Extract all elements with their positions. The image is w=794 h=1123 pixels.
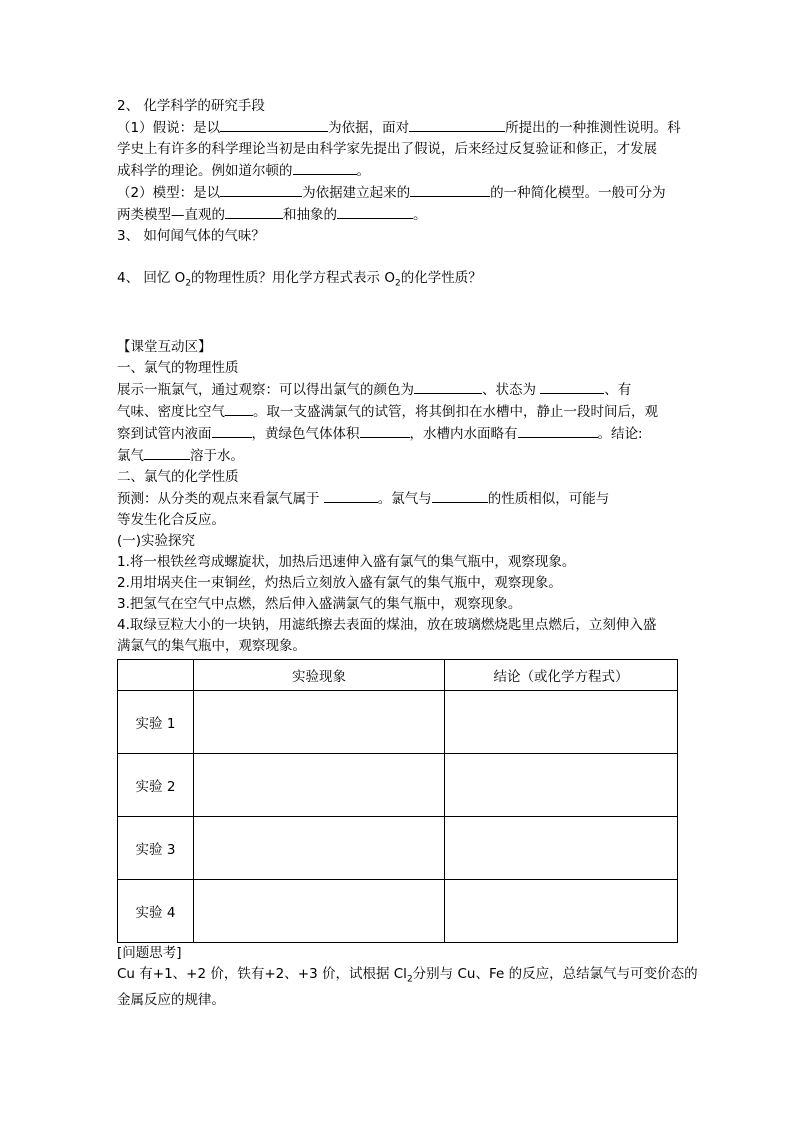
observation-cell[interactable] bbox=[194, 816, 445, 879]
table-row bbox=[118, 816, 678, 879]
text: 为依据，面对 bbox=[328, 120, 410, 136]
physical-line-3 bbox=[117, 423, 678, 445]
blank-field[interactable] bbox=[360, 423, 410, 438]
blank-field[interactable] bbox=[225, 401, 253, 416]
prediction-line-1 bbox=[117, 488, 678, 510]
blank-field[interactable] bbox=[410, 182, 490, 197]
text: 两类模型—直观的 bbox=[117, 207, 225, 223]
text: 为依据建立起来的 bbox=[302, 185, 411, 201]
blank-field[interactable] bbox=[414, 379, 482, 394]
text: 的物理性质？用化学方程式表示 O bbox=[191, 270, 395, 286]
row-label: 实验 3 bbox=[118, 816, 194, 879]
blank-field[interactable] bbox=[144, 445, 190, 460]
experiment-step-4: 4.取绿豆粒大小的一块钠，用滤纸擦去表面的煤油，放在玻璃燃烧匙里点燃后，立刻伸入盛 bbox=[117, 616, 657, 633]
table-row bbox=[118, 690, 678, 753]
text: 气味、密度比空气 bbox=[117, 403, 225, 420]
row-label: 实验 2 bbox=[118, 753, 194, 816]
text: 氯气 bbox=[117, 447, 144, 464]
text: Cu 有+1、+2 价，铁有+2、+3 价，试根据 Cl bbox=[117, 965, 407, 982]
text: 的一种简化模型。一般可分为 bbox=[490, 185, 666, 201]
section-4-title bbox=[117, 268, 678, 295]
text: 的化学性质？ bbox=[400, 270, 482, 286]
text: 和抽象的 bbox=[283, 207, 337, 223]
model-line-1 bbox=[117, 182, 678, 204]
row-label: 实验 4 bbox=[118, 879, 194, 942]
blank-field[interactable] bbox=[432, 488, 488, 503]
physical-line-2 bbox=[117, 401, 678, 423]
physical-line-1 bbox=[117, 379, 678, 401]
blank-field[interactable] bbox=[324, 488, 378, 503]
text: 。氯气与 bbox=[377, 490, 432, 507]
experiment-step-2: 2.用坩埚夹住一束铜丝，灼热后立刻放入盛有氯气的集气瓶中，观察现象。 bbox=[117, 574, 562, 591]
text: ，黄绿色气体体积 bbox=[251, 425, 360, 442]
text: 。结论: bbox=[597, 425, 643, 442]
row-label: 实验 1 bbox=[118, 690, 194, 753]
blank-field[interactable] bbox=[220, 182, 302, 197]
text: 溶于水。 bbox=[190, 447, 244, 464]
conclusion-cell[interactable] bbox=[445, 690, 678, 753]
blank-field[interactable] bbox=[220, 117, 328, 132]
subscript: 2 bbox=[185, 278, 192, 289]
text: （2）模型：是以 bbox=[117, 185, 221, 201]
text: 、状态为 bbox=[482, 381, 536, 398]
section-2-title: 2、 化学科学的研究手段 bbox=[117, 98, 265, 114]
table-row bbox=[118, 753, 678, 816]
observation-cell[interactable] bbox=[194, 690, 445, 753]
text: 预测：从分类的观点来看氯气属于 bbox=[117, 490, 320, 507]
table-header-cell: 结论（或化学方程式） bbox=[445, 659, 678, 690]
text: 4、 回忆 O bbox=[117, 270, 186, 286]
table-row bbox=[118, 879, 678, 942]
blank-field[interactable] bbox=[337, 204, 413, 219]
physical-line-4 bbox=[117, 445, 678, 467]
table-header-cell bbox=[118, 659, 194, 690]
blank-field[interactable] bbox=[540, 379, 604, 394]
text: 的性质相似，可能与 bbox=[487, 490, 610, 507]
worksheet-page bbox=[117, 96, 698, 1011]
question-line-1 bbox=[117, 964, 698, 991]
experiment-step-4-cont: 满氯气的集气瓶中，观察现象。 bbox=[117, 637, 306, 654]
hypothesis-line-3 bbox=[117, 160, 678, 182]
experiment-step-1: 1.将一根铁丝弯成螺旋状，加热后迅速伸入盛有氯气的集气瓶中，观察现象。 bbox=[117, 553, 576, 570]
interaction-heading: 【课堂互动区】 bbox=[117, 338, 212, 355]
text: ，水槽内水面略有 bbox=[409, 425, 518, 442]
conclusion-cell[interactable] bbox=[445, 816, 678, 879]
experiment-step-3: 3.把氢气在空气中点燃，然后伸入盛满氯气的集气瓶中，观察现象。 bbox=[117, 595, 522, 612]
question-line-2: 金属反应的规律。 bbox=[117, 992, 225, 1009]
blank-field[interactable] bbox=[212, 423, 252, 438]
hypothesis-line-2: 学史上有许多的科学理论当初是由科学家先提出了假说，后来经过反复验证和修正，才发展 bbox=[117, 141, 657, 157]
blank-field[interactable] bbox=[293, 160, 357, 175]
text: 察到试管内液面 bbox=[117, 425, 212, 442]
blank-field[interactable] bbox=[409, 117, 505, 132]
chemical-properties-title: 二、氯气的化学性质 bbox=[117, 468, 239, 485]
subscript: 2 bbox=[394, 278, 401, 289]
experiment-inquiry-title: (一)实验探究 bbox=[117, 532, 196, 549]
text: （1）假说：是以 bbox=[117, 120, 221, 136]
question-thinking-title: [问题思考] bbox=[117, 944, 182, 961]
text: 所提出的一种推测性说明。科 bbox=[505, 120, 681, 136]
conclusion-cell[interactable] bbox=[445, 753, 678, 816]
text: 、有 bbox=[604, 381, 632, 398]
conclusion-cell[interactable] bbox=[445, 879, 678, 942]
prediction-line-2: 等发生化合反应。 bbox=[117, 511, 225, 528]
text: 成科学的理论。例如道尔顿的 bbox=[117, 163, 293, 179]
section-3-title: 3、 如何闻气体的气味？ bbox=[117, 228, 265, 244]
model-line-2 bbox=[117, 204, 678, 226]
text: 。 bbox=[356, 163, 370, 179]
observation-cell[interactable] bbox=[194, 753, 445, 816]
text: 。 bbox=[413, 207, 427, 223]
text: 展示一瓶氯气，通过观察：可以得出氯气的颜色为 bbox=[117, 381, 414, 398]
observation-cell[interactable] bbox=[194, 879, 445, 942]
table-header-row bbox=[118, 659, 678, 690]
hypothesis-line-1 bbox=[117, 117, 681, 139]
blank-field[interactable] bbox=[225, 204, 283, 219]
table-header-cell: 实验现象 bbox=[194, 659, 445, 690]
physical-properties-title: 一、氯气的物理性质 bbox=[117, 359, 239, 376]
blank-field[interactable] bbox=[518, 423, 598, 438]
experiment-table bbox=[117, 659, 678, 943]
text: 分别与 Cu、Fe 的反应，总结氯气与可变价态的 bbox=[412, 965, 698, 982]
subscript: 2 bbox=[406, 974, 413, 985]
text: 。取一支盛满氯气的试管，将其倒扣在水槽中，静止一段时间后，观 bbox=[253, 403, 658, 420]
